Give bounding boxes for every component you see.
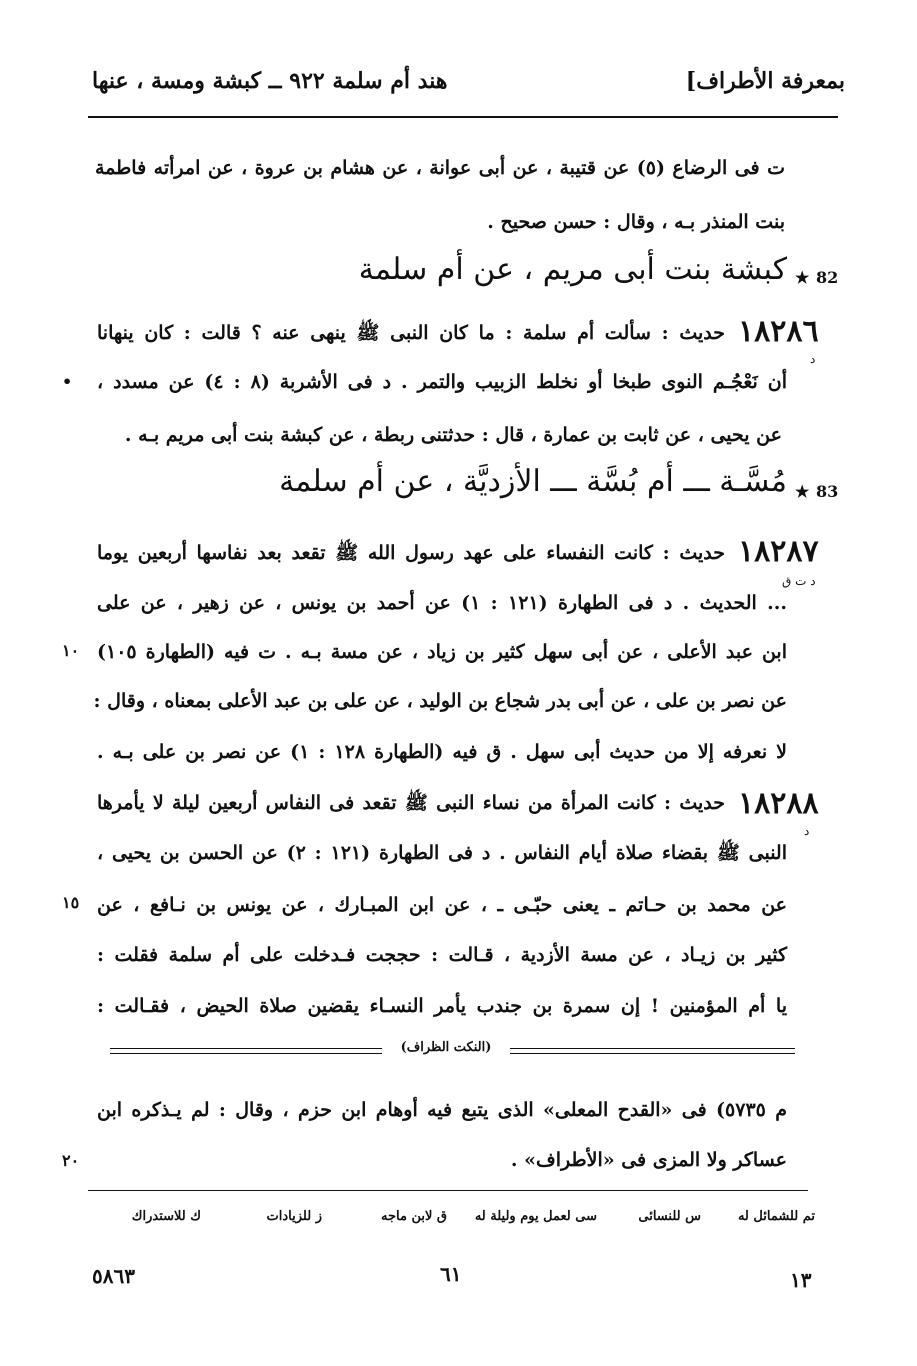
section-number: 82 [816,268,839,287]
hadith-line: حديث : كانت المرأة من نساء النبى ﷺ تقعد فى النفاس أربعين ليلة لا يأمرها [97,792,725,814]
nukat-rule-right-top [510,1048,795,1049]
hadith-line: ابن عبد الأعلى ، عن أبى سهل كثير بن زياد ، عن مسة بـه . ت فيه (الطهارة ١٠٥) [97,641,787,663]
section-title: مُسَّـة ـــ أم بُسَّة ـــ الأزديَّة ، عن أم سلمة [279,464,787,499]
hadith-line: حديث : سألت أم سلمة : ما كان النبى ﷺ ينهى عنه ؟ قالت : كان ينهانا [97,322,725,344]
margin-line-number: ١٠ [62,641,80,660]
hadith-sigla: د [804,824,810,838]
siglum-key: ك للاستدراك [131,1209,201,1224]
hadith-line: عن نصر بن على ، عن أبى بدر شجاع بن الوليد ، عن على بن عبد الأعلى بمعناه ، وقال : [93,690,787,712]
siglum-key: ز للزيادات [266,1209,322,1224]
nukat-rule-left-top [110,1048,382,1049]
hadith-number: ١٨٢٨٧ [738,534,819,569]
siglum-key: تم للشمائل له [737,1209,815,1224]
star-mark: ★ [795,482,810,501]
nukat-rule-left-bottom [110,1053,382,1054]
header-rule [88,116,838,118]
body-line-1: ت فى الرضاع (٥) عن قتيبة ، عن أبى عوانة ، عن هشام بن عروة ، عن امرأته فاطمة [95,157,785,179]
hadith-line: حديث : كانت النفساء على عهد رسول الله ﷺ تقعد بعد نفاسها أربعين يوما [97,542,725,564]
star-mark: ★ [795,268,810,287]
running-head-left: هند أم سلمة ٩٢٢ ــ كبشة ومسة ، عنها [92,68,448,94]
page-number: ٦١ [440,1262,462,1286]
nukat-label: (النكت الظراف) [400,1040,492,1055]
margin-bullet: • [62,372,73,391]
nukat-line: م ٥٧٣٥) فى «القدح المعلى» الذى يتبع فيه أوهام ابن حزم ، وقال : لم يـذكره ابن [97,1099,787,1121]
footer-code: ٥٨٦٣ [92,1264,135,1288]
siglum-key: سى لعمل يوم وليلة له [474,1209,597,1224]
hadith-line: عن محمد بن حـاتم ـ يعنى حبّـى ـ ، عن ابن المبـارك ، عن يونس بن نـافع ، عن [97,894,787,916]
hadith-line: كثير بن زيـاد ، عن مسة الأزدية ، قـالت : حججت فـدخلت على أم سلمة فقلت : [97,944,787,966]
section-number: 83 [816,482,839,501]
hadith-line: أن نَعْجُـم النوى طبخا أو نخلط الزبيب والتمر . د فى الأشربة (٨ : ٤) عن مسدد ، [97,371,788,393]
footnote-rule [88,1190,808,1191]
hadith-line: ... الحديث . د فى الطهارة (١٢١ : ١) عن أحمد بن يونس ، عن زهير ، عن على [97,592,787,614]
hadith-number: ١٨٢٨٦ [738,314,819,349]
siglum-key: ق لابن ماجه [381,1209,447,1224]
hadith-sigla: د ت ق [782,574,816,588]
hadith-line: يا أم المؤمنين ! إن سمرة بن جندب يأمر النسـاء يقضين صلاة الحيض ، فقـالت : [97,995,787,1017]
margin-line-number: ١٥ [62,893,80,912]
running-head-right: بمعرفة الأطراف] [685,68,845,94]
section-title: كبشة بنت أبى مريم ، عن أم سلمة [358,252,787,287]
hadith-line: عن يحيى ، عن ثابت بن عمارة ، قال : حدثتنى ربطة ، عن كبشة بنت أبى مريم بـه . [124,424,782,446]
margin-line-number: ٢٠ [62,1151,80,1170]
nukat-line: عساكر ولا المزى فى «الأطراف» . [510,1149,787,1171]
nukat-rule-right-bottom [510,1053,795,1054]
hadith-number: ١٨٢٨٨ [738,786,819,821]
hadith-line: النبى ﷺ بقضاء صلاة أيام النفاس . د فى الطهارة (١٢١ : ٢) عن الحسن بن يحيى ، [97,842,787,864]
siglum-key: س للنسائى [638,1209,701,1224]
hadith-line: لا نعرفه إلا من حديث أبى سهل . ق فيه (الطهارة ١٢٨ : ١) عن نصر بن على بـه . [97,741,787,763]
body-line-2: بنت المنذر بـه ، وقال : حسن صحيح . [487,211,785,233]
volume-number: ١٣ [790,1268,812,1292]
hadith-sigla: د [810,352,816,366]
